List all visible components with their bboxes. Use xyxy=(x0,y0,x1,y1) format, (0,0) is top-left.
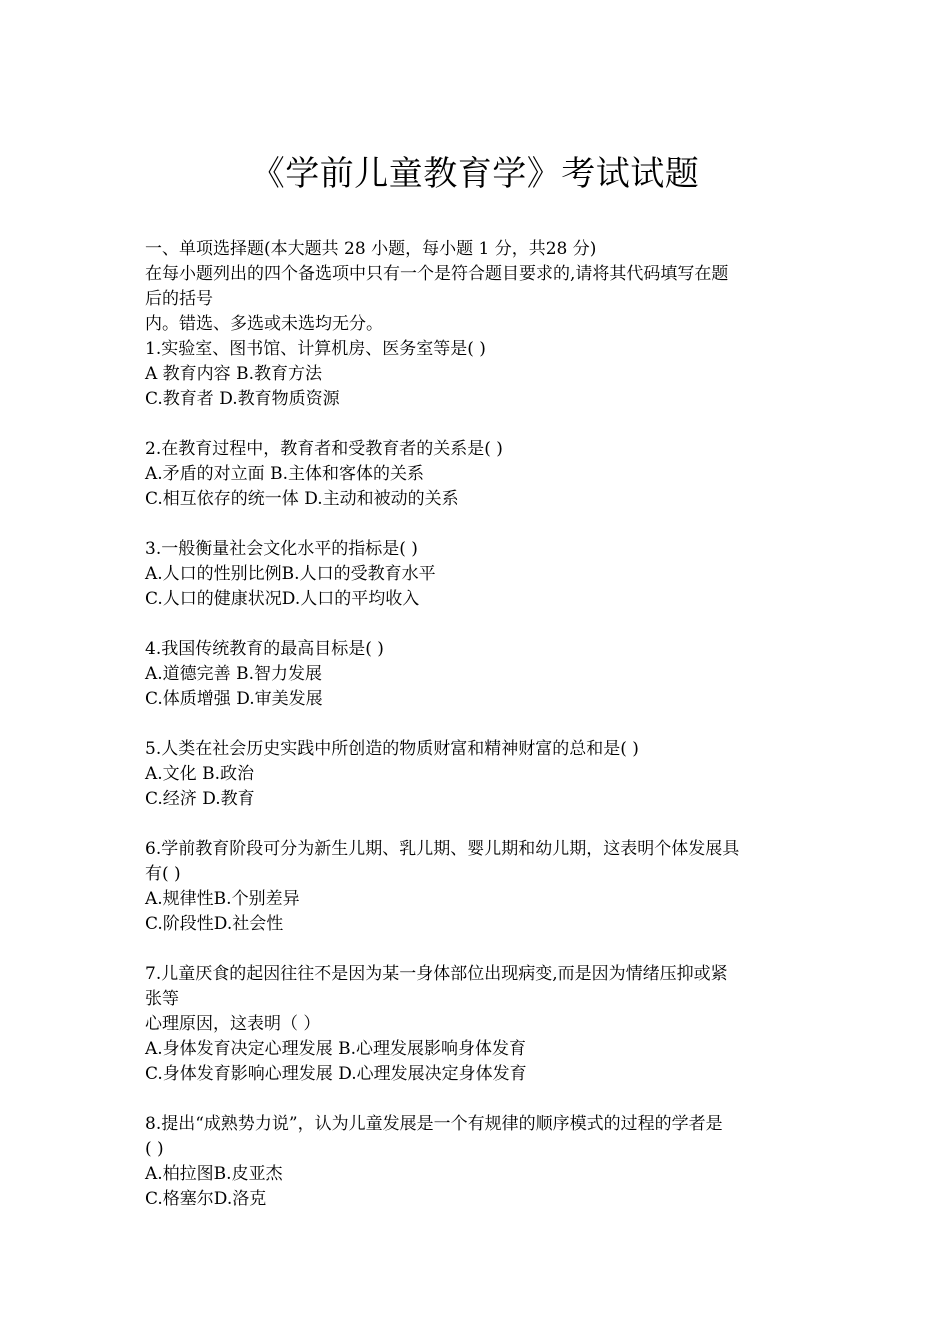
text-line: C.体质增强 D.审美发展 xyxy=(145,689,323,709)
text-line: A.规律性B.个别差异 xyxy=(145,889,300,909)
blank-line xyxy=(145,937,810,962)
document-body xyxy=(145,237,810,1212)
text-line: 一、单项选择题(本大题共 28 小题，每小题 1 分，共28 分) xyxy=(145,239,597,259)
text-line: C.教育者 D.教育物质资源 xyxy=(145,389,340,409)
blank-line xyxy=(145,512,810,537)
text-line: 7.儿童厌食的起因往往不是因为某一身体部位出现病变,而是因为情绪压抑或紧 xyxy=(145,964,728,984)
text-line: C.经济 D.教育 xyxy=(145,789,255,809)
text-line: A.文化 B.政治 xyxy=(145,764,254,784)
text-line: 5.人类在社会历史实践中所创造的物质财富和精神财富的总和是( ) xyxy=(145,739,639,759)
text-line: 后的括号 xyxy=(145,289,213,309)
text-line: 1.实验室、图书馆、计算机房、医务室等是( ) xyxy=(145,339,486,359)
text-line: 4.我国传统教育的最高目标是( ) xyxy=(145,639,384,659)
text-line: A.矛盾的对立面 B.主体和客体的关系 xyxy=(145,464,424,484)
text-line: 张等 xyxy=(145,989,179,1009)
text-line: A.柏拉图B.皮亚杰 xyxy=(145,1164,283,1184)
text-line: ( ) xyxy=(145,1139,164,1159)
text-line: 2.在教育过程中，教育者和受教育者的关系是( ) xyxy=(145,439,503,459)
document-title: 《学前儿童教育学》考试试题 xyxy=(250,154,700,194)
blank-line xyxy=(145,712,810,737)
text-line: C.相互依存的统一体 D.主动和被动的关系 xyxy=(145,489,459,509)
text-line: C.阶段性D.社会性 xyxy=(145,914,284,934)
text-line: C.人口的健康状况D.人口的平均收入 xyxy=(145,589,420,609)
blank-line xyxy=(145,612,810,637)
text-line: A 教育内容 B.教育方法 xyxy=(145,364,322,384)
text-line: C.身体发育影响心理发展 D.心理发展决定身体发育 xyxy=(145,1064,527,1084)
text-line: 内。错选、多选或未选均无分。 xyxy=(145,314,383,334)
blank-line xyxy=(145,412,810,437)
text-line: 8.提出“成熟势力说”，认为儿童发展是一个有规律的顺序模式的过程的学者是 xyxy=(145,1114,723,1134)
blank-line xyxy=(145,1087,810,1112)
blank-line xyxy=(145,812,810,837)
text-line: 心理原因，这表明（ ） xyxy=(145,1014,321,1034)
text-line: A.道德完善 B.智力发展 xyxy=(145,664,322,684)
text-line: 有( ) xyxy=(145,864,181,884)
text-line: C.格塞尔D.洛克 xyxy=(145,1189,267,1209)
text-line: A.人口的性别比例B.人口的受教育水平 xyxy=(145,564,436,584)
text-line: A.身体发育决定心理发展 B.心理发展影响身体发育 xyxy=(145,1039,526,1059)
text-line: 在每小题列出的四个备选项中只有一个是符合题目要求的,请将其代码填写在题 xyxy=(145,264,729,284)
text-line: 3.一般衡量社会文化水平的指标是( ) xyxy=(145,539,418,559)
text-line: 6.学前教育阶段可分为新生儿期、乳儿期、婴儿期和幼儿期，这表明个体发展具 xyxy=(145,839,740,859)
